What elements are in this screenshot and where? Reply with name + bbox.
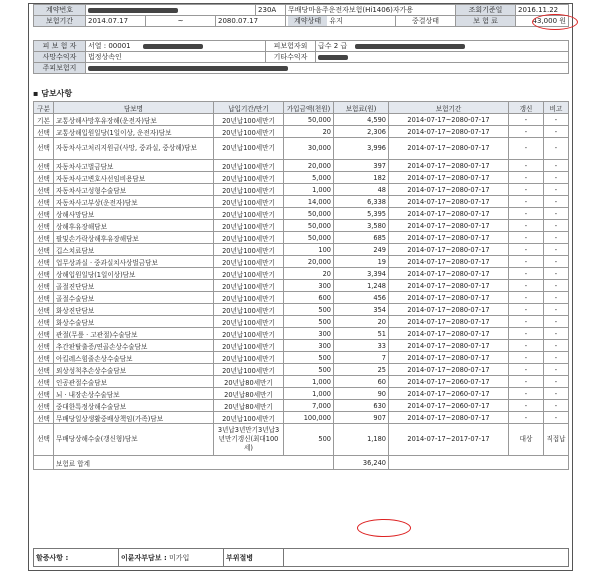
cell-premium: 1,180 (334, 424, 389, 456)
cell-premium: 6,338 (334, 196, 389, 208)
inquiry-date: 2016.11.22 (516, 5, 569, 16)
premium-value: 43,000 원 (516, 16, 569, 27)
cell-term: 20년납100세만기 (214, 268, 284, 280)
cell-renew: - (509, 340, 544, 352)
insured-info-table (33, 40, 569, 74)
section-title (33, 88, 72, 99)
cell-amount: 500 (284, 316, 334, 328)
cell-note: - (544, 388, 569, 400)
inquiry-date-label: 조회기준일 (456, 5, 516, 16)
cell-type: 선택 (34, 400, 54, 412)
cell-renew: - (509, 388, 544, 400)
cell-period: 2014-07-17~2080-07-17 (389, 256, 509, 268)
cell-period: 2014-07-17~2080-07-17 (389, 352, 509, 364)
insured-label: 피 보 험 자 (34, 41, 86, 52)
cell-coverage-name: 자동차사고성형수술담보 (54, 184, 214, 196)
cell-type: 선택 (34, 412, 54, 424)
table-row (34, 364, 569, 376)
cell-premium: 182 (334, 172, 389, 184)
cell-period: 2014-07-17~2060-07-17 (389, 376, 509, 388)
cell-amount: 300 (284, 328, 334, 340)
cell-note: - (544, 244, 569, 256)
cell-renew: - (509, 196, 544, 208)
footer-table (33, 548, 569, 567)
cell-period: 2014-07-17~2017-07-17 (389, 424, 509, 456)
cell-term: 20년납100세만기 (214, 364, 284, 376)
table-row (34, 184, 569, 196)
cell-renew: - (509, 316, 544, 328)
cell-premium: 20 (334, 316, 389, 328)
part-label: 부위절병 (224, 549, 284, 567)
cell-premium: 456 (334, 292, 389, 304)
cell-term: 20년납100세만기 (214, 114, 284, 126)
cell-term: 20년납100세만기 (214, 244, 284, 256)
table-row (34, 400, 569, 412)
cell-term: 20년납100세만기 (214, 412, 284, 424)
cell-amount: 7,000 (284, 400, 334, 412)
cell-amount: 50,000 (284, 220, 334, 232)
cell-renew: - (509, 268, 544, 280)
cell-note: - (544, 352, 569, 364)
cell-term: 20년납80세만기 (214, 400, 284, 412)
cell-coverage-name: 골절수술담보 (54, 292, 214, 304)
cell-premium: 3,394 (334, 268, 389, 280)
table-row (34, 256, 569, 268)
cell-type: 선택 (34, 280, 54, 292)
section-bullet: ▪ (33, 89, 39, 98)
cell-premium: 90 (334, 388, 389, 400)
cell-premium: 33 (334, 340, 389, 352)
cell-premium: 397 (334, 160, 389, 172)
cell-amount: 5,000 (284, 172, 334, 184)
cell-note: - (544, 172, 569, 184)
product-code: 230A (256, 5, 286, 16)
beneficiary-label: 사망수익자 (34, 52, 86, 63)
insured2-label: 피보험자외 (266, 41, 316, 52)
cell-coverage-name: 중대한특정상해수술담보 (54, 400, 214, 412)
table-row (34, 232, 569, 244)
table-row (34, 292, 569, 304)
table-row (34, 244, 569, 256)
cell-premium: 1,248 (334, 280, 389, 292)
grade-value: 2 (333, 42, 339, 50)
total-spacer (34, 456, 54, 470)
cell-term: 3년납3년만기3년납3년만기갱신(최대100세) (214, 424, 284, 456)
seq-value: 00001 (108, 42, 131, 50)
cell-premium: 25 (334, 364, 389, 376)
cell-amount: 1,000 (284, 388, 334, 400)
table-row (34, 208, 569, 220)
cell-period: 2014-07-17~2080-07-17 (389, 196, 509, 208)
total-label: 보험료 합계 (54, 456, 334, 470)
cell-coverage-name: 상해후유장해담보 (54, 220, 214, 232)
table-row (34, 172, 569, 184)
contract-no-label: 계약번호 (34, 5, 86, 16)
cell-coverage-name: 인공관절수술담보 (54, 376, 214, 388)
cell-note: - (544, 328, 569, 340)
cell-note: 직접납 (544, 424, 569, 456)
cell-period: 2014-07-17~2080-07-17 (389, 172, 509, 184)
cell-type: 선택 (34, 328, 54, 340)
cell-amount: 20,000 (284, 160, 334, 172)
cell-premium: 3,580 (334, 220, 389, 232)
cell-note: - (544, 138, 569, 160)
cell-renew: - (509, 138, 544, 160)
cell-premium: 5,395 (334, 208, 389, 220)
cell-renew: - (509, 328, 544, 340)
period-start: 2014.07.17 (86, 16, 146, 27)
cell-type: 선택 (34, 138, 54, 160)
cell-period: 2014-07-17~2080-07-17 (389, 304, 509, 316)
column-header: 갱신 (509, 102, 544, 114)
cell-coverage-name: 깁스치료담보 (54, 244, 214, 256)
cell-period: 2014-07-17~2080-07-17 (389, 340, 509, 352)
cell-type: 선택 (34, 196, 54, 208)
cell-renew: - (509, 376, 544, 388)
table-row (34, 126, 569, 138)
table-row (34, 328, 569, 340)
cell-coverage-name: 화상진단담보 (54, 304, 214, 316)
cell-coverage-name: 관절(무릎 · 고관절)수술담보 (54, 328, 214, 340)
contract-header-table (33, 4, 569, 27)
special-label: 할증사항 : (34, 549, 119, 567)
cell-term: 20년납100세만기 (214, 304, 284, 316)
cell-premium: 4,590 (334, 114, 389, 126)
cell-premium: 685 (334, 232, 389, 244)
status-label: 계약상태 (288, 16, 327, 26)
cell-amount: 500 (284, 304, 334, 316)
cell-coverage-name: 뇌 · 내장손상수술담보 (54, 388, 214, 400)
total-value: 36,240 (334, 456, 389, 470)
cell-period: 2014-07-17~2080-07-17 (389, 292, 509, 304)
table-row (34, 160, 569, 172)
column-header: 가입금액(천원) (284, 102, 334, 114)
cell-type: 선택 (34, 232, 54, 244)
grade-label: 급수 (318, 42, 332, 50)
cell-renew: - (509, 412, 544, 424)
table-row (34, 316, 569, 328)
premium-label: 보 험 료 (456, 16, 516, 27)
cell-note: - (544, 304, 569, 316)
cell-amount: 500 (284, 364, 334, 376)
cell-renew: - (509, 256, 544, 268)
cell-premium: 51 (334, 328, 389, 340)
cell-period: 2014-07-17~2080-07-17 (389, 280, 509, 292)
cell-type: 선택 (34, 352, 54, 364)
cell-term: 20년납100세만기 (214, 232, 284, 244)
cell-premium: 907 (334, 412, 389, 424)
cell-premium: 3,996 (334, 138, 389, 160)
table-row (34, 268, 569, 280)
table-row (34, 220, 569, 232)
cell-premium: 48 (334, 184, 389, 196)
cell-premium: 19 (334, 256, 389, 268)
cell-type: 선택 (34, 220, 54, 232)
cell-term: 20년납80세만기 (214, 388, 284, 400)
table-row (34, 340, 569, 352)
address-value (86, 63, 569, 74)
table-row (34, 138, 569, 160)
cell-note: - (544, 364, 569, 376)
cell-amount: 50,000 (284, 232, 334, 244)
cell-renew: - (509, 364, 544, 376)
cell-period: 2014-07-17~2080-07-17 (389, 220, 509, 232)
cell-period: 2014-07-17~2080-07-17 (389, 184, 509, 196)
table-row (34, 196, 569, 208)
cell-amount: 14,000 (284, 196, 334, 208)
cell-term: 20년납100세만기 (214, 316, 284, 328)
cell-coverage-name: 상해사망담보 (54, 208, 214, 220)
other-beneficiary-label: 기타수익자 (266, 52, 316, 63)
cell-renew: - (509, 220, 544, 232)
cell-premium: 2,306 (334, 126, 389, 138)
total-highlight-circle (357, 519, 411, 537)
cell-note: - (544, 316, 569, 328)
cell-period: 2014-07-17~2080-07-17 (389, 328, 509, 340)
cell-note: - (544, 400, 569, 412)
cell-term: 20년납100세만기 (214, 256, 284, 268)
cell-type: 선택 (34, 424, 54, 456)
cell-period: 2014-07-17~2080-07-17 (389, 114, 509, 126)
cell-type: 선택 (34, 244, 54, 256)
cell-renew: - (509, 280, 544, 292)
cell-amount: 20 (284, 268, 334, 280)
cell-term: 20년납100세만기 (214, 328, 284, 340)
cell-renew: - (509, 208, 544, 220)
table-row (34, 424, 569, 456)
product-name: 무배당마음주운전자보험(Hi1406)자가용 (286, 5, 456, 16)
cell-period: 2014-07-17~2080-07-17 (389, 160, 509, 172)
column-header: 납입기간/만기 (214, 102, 284, 114)
cell-coverage-name: 교통상해사망후유장해(운전자)담보 (54, 114, 214, 126)
cell-period: 2014-07-17~2080-07-17 (389, 208, 509, 220)
beneficiary-value: 법정상속인 (86, 52, 266, 63)
cell-note: - (544, 114, 569, 126)
cell-period: 2014-07-17~2080-07-17 (389, 232, 509, 244)
cell-renew: - (509, 232, 544, 244)
cell-type: 선택 (34, 208, 54, 220)
cell-term: 20년납100세만기 (214, 160, 284, 172)
column-header: 구분 (34, 102, 54, 114)
cell-renew: - (509, 172, 544, 184)
cell-period: 2014-07-17~2080-07-17 (389, 244, 509, 256)
cell-type: 선택 (34, 268, 54, 280)
cell-renew: - (509, 400, 544, 412)
cell-amount: 20,000 (284, 256, 334, 268)
cell-type: 선택 (34, 364, 54, 376)
column-header: 보험료(원) (334, 102, 389, 114)
cell-period: 2014-07-17~2080-07-17 (389, 126, 509, 138)
cell-term: 20년납100세만기 (214, 184, 284, 196)
cell-note: - (544, 220, 569, 232)
cell-note: - (544, 376, 569, 388)
cell-renew: - (509, 244, 544, 256)
cell-type: 선택 (34, 304, 54, 316)
cell-amount: 50,000 (284, 114, 334, 126)
cell-amount: 1,000 (284, 184, 334, 196)
cell-amount: 100 (284, 244, 334, 256)
cell-note: - (544, 280, 569, 292)
cell-note: - (544, 268, 569, 280)
column-header: 담보명 (54, 102, 214, 114)
status-value: 유지 (329, 17, 343, 25)
table-row (34, 376, 569, 388)
cell-period: 2014-07-17~2080-07-17 (389, 364, 509, 376)
cell-renew: - (509, 114, 544, 126)
cell-coverage-name: 외상성척추손상수술담보 (54, 364, 214, 376)
cell-amount: 500 (284, 424, 334, 456)
cell-coverage-name: 골절진단담보 (54, 280, 214, 292)
cell-note: - (544, 232, 569, 244)
period-label: 보험기간 (34, 16, 86, 27)
cell-coverage-name: 업무상과실 · 중과실치사상벌금담보 (54, 256, 214, 268)
part-value (284, 549, 569, 567)
table-row (34, 280, 569, 292)
period-end: 2080.07.17 (216, 16, 286, 27)
cell-coverage-name: 아킬레스힘줄손상수술담보 (54, 352, 214, 364)
cell-coverage-name: 자동차사고벌금담보 (54, 160, 214, 172)
cell-amount: 300 (284, 340, 334, 352)
cell-amount: 30,000 (284, 138, 334, 160)
cell-amount: 100,000 (284, 412, 334, 424)
cell-type: 선택 (34, 388, 54, 400)
cell-period: 2014-07-17~2060-07-17 (389, 400, 509, 412)
cell-coverage-name: 자동차사고부상(운전자)담보 (54, 196, 214, 208)
coverage-header-row (34, 102, 569, 114)
cell-amount: 600 (284, 292, 334, 304)
disabled-label: 이륜자부담보 : (121, 553, 167, 562)
cell-type: 선택 (34, 316, 54, 328)
table-row (34, 352, 569, 364)
seq-label: 서열 : (88, 42, 107, 50)
section-title-text: 담보사항 (41, 89, 73, 98)
cell-type: 선택 (34, 160, 54, 172)
cell-type: 선택 (34, 172, 54, 184)
cell-amount: 300 (284, 280, 334, 292)
cell-term: 20년납100세만기 (214, 292, 284, 304)
cell-coverage-name: 상해입원일당(1일이상)담보 (54, 268, 214, 280)
cell-coverage-name: 팔및손가락상해후유장해담보 (54, 232, 214, 244)
cell-type: 선택 (34, 126, 54, 138)
cell-period: 2014-07-17~2080-07-17 (389, 138, 509, 160)
total-trailing (389, 456, 569, 470)
cell-type: 선택 (34, 376, 54, 388)
cell-period: 2014-07-17~2060-07-17 (389, 388, 509, 400)
cell-note: - (544, 184, 569, 196)
column-header: 비고 (544, 102, 569, 114)
cell-coverage-name: 교통상해입원일당(1일이상, 운전자)담보 (54, 126, 214, 138)
cell-renew: 대상 (509, 424, 544, 456)
grade-unit: 급 (340, 42, 348, 50)
cell-renew: - (509, 352, 544, 364)
cell-amount: 500 (284, 352, 334, 364)
cell-term: 20년납100세만기 (214, 220, 284, 232)
table-row (34, 388, 569, 400)
cell-note: - (544, 412, 569, 424)
cell-term: 20년납100세만기 (214, 280, 284, 292)
cell-note: - (544, 160, 569, 172)
interm-label: 중결상태 (396, 16, 456, 27)
cell-renew: - (509, 126, 544, 138)
cell-type: 선택 (34, 184, 54, 196)
cell-amount: 1,000 (284, 376, 334, 388)
cell-premium: 249 (334, 244, 389, 256)
cell-note: - (544, 292, 569, 304)
cell-note: - (544, 340, 569, 352)
cell-renew: - (509, 292, 544, 304)
column-header: 보험기간 (389, 102, 509, 114)
disabled-value: 미가입 (169, 553, 190, 562)
cell-term: 20년납100세만기 (214, 172, 284, 184)
address-label: 주피보험지 (34, 63, 86, 74)
cell-period: 2014-07-17~2080-07-17 (389, 412, 509, 424)
other-beneficiary-value (316, 52, 569, 63)
cell-amount: 20 (284, 126, 334, 138)
cell-type: 기본 (34, 114, 54, 126)
cell-premium: 354 (334, 304, 389, 316)
cell-note: - (544, 196, 569, 208)
cell-period: 2014-07-17~2080-07-17 (389, 316, 509, 328)
cell-note: - (544, 208, 569, 220)
cell-term: 20년납80세만기 (214, 376, 284, 388)
cell-coverage-name: 자동차사고처리지원금(사망, 중과실, 중상해)담보 (54, 138, 214, 160)
cell-premium: 60 (334, 376, 389, 388)
cell-coverage-name: 자동차사고변호사선임비용담보 (54, 172, 214, 184)
cell-note: - (544, 126, 569, 138)
cell-term: 20년납100세만기 (214, 340, 284, 352)
insured-seq (86, 41, 266, 52)
total-row (34, 456, 569, 470)
cell-premium: 630 (334, 400, 389, 412)
cell-term: 20년납100세만기 (214, 138, 284, 160)
period-sep: ~ (146, 16, 216, 27)
cell-term: 20년납100세만기 (214, 208, 284, 220)
table-row (34, 114, 569, 126)
premium-highlight-circle (532, 14, 578, 30)
cell-type: 선택 (34, 292, 54, 304)
cell-period: 2014-07-17~2080-07-17 (389, 268, 509, 280)
cell-coverage-name: 무배당일상생활중배상책임(가족)담보 (54, 412, 214, 424)
table-row (34, 304, 569, 316)
cell-term: 20년납100세만기 (214, 352, 284, 364)
cell-term: 20년납100세만기 (214, 126, 284, 138)
cell-renew: - (509, 160, 544, 172)
table-row (34, 412, 569, 424)
cell-type: 선택 (34, 256, 54, 268)
coverage-table (33, 101, 569, 470)
cell-coverage-name: 화상수술담보 (54, 316, 214, 328)
cell-renew: - (509, 304, 544, 316)
status-cell (286, 16, 396, 27)
disabled-cell (119, 549, 224, 567)
contract-no-value (86, 5, 256, 16)
cell-type: 선택 (34, 340, 54, 352)
cell-renew: - (509, 184, 544, 196)
cell-coverage-name: 무배당상해수술(갱신형)담보 (54, 424, 214, 456)
cell-premium: 7 (334, 352, 389, 364)
cell-term: 20년납100세만기 (214, 196, 284, 208)
grade-cell (316, 41, 569, 52)
cell-amount: 50,000 (284, 208, 334, 220)
cell-coverage-name: 추간판탈출증/연골손상수술담보 (54, 340, 214, 352)
cell-note: - (544, 256, 569, 268)
